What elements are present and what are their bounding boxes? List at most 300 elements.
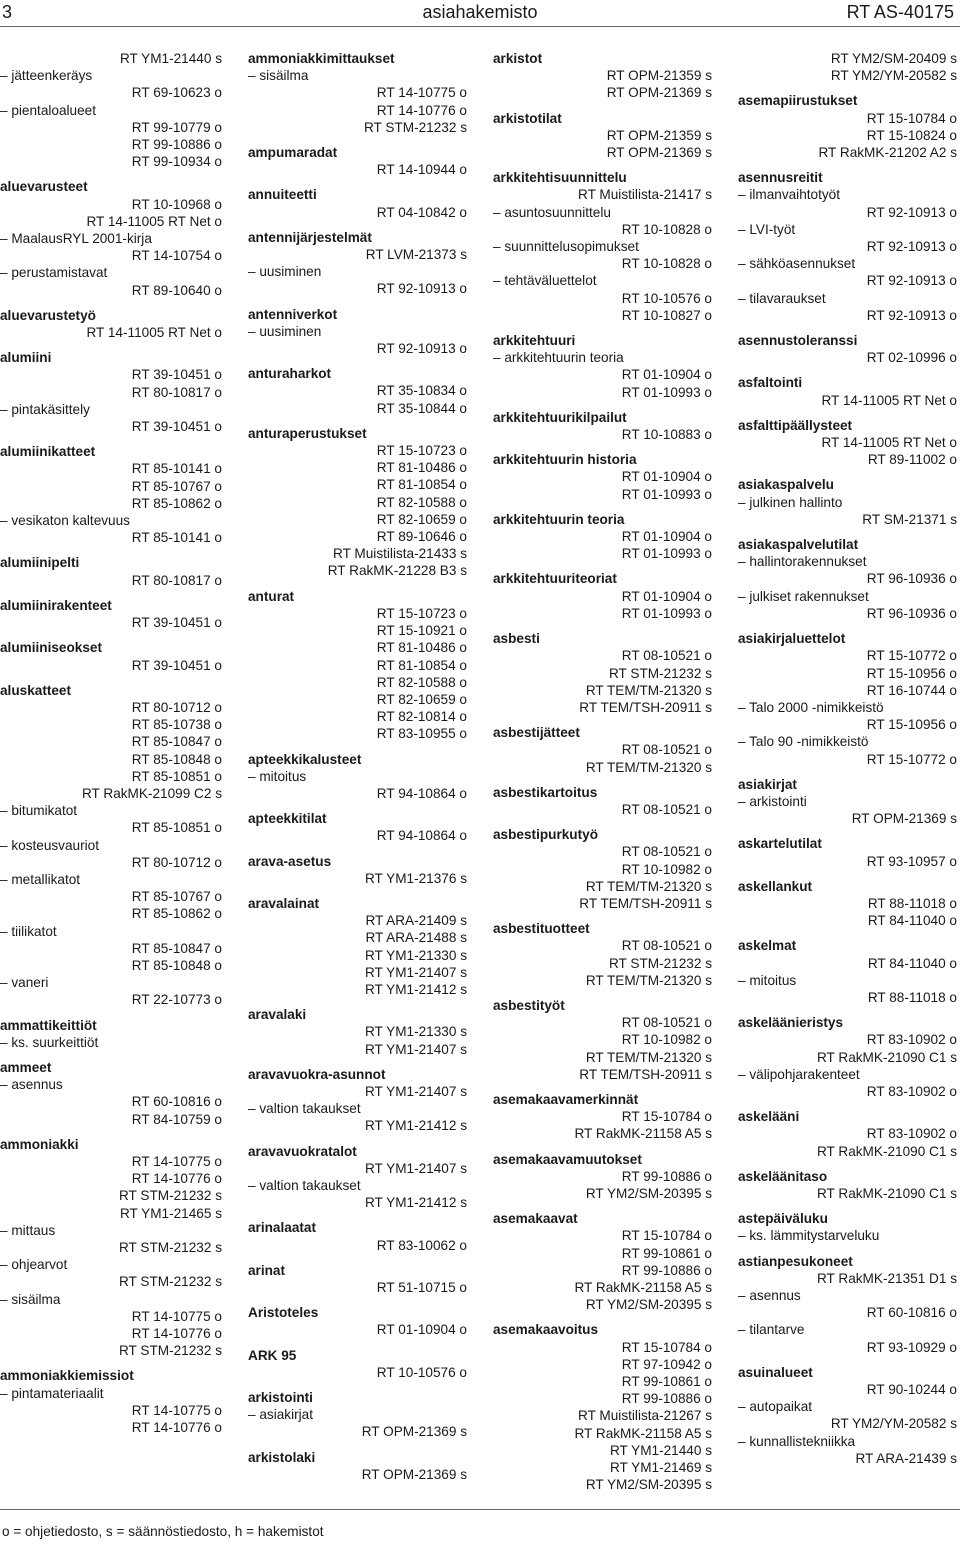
document-reference: RT YM1-21376 s <box>364 870 467 886</box>
entry-gap <box>738 161 957 169</box>
index-term: alumiini <box>0 350 52 366</box>
document-reference: RT RakMK-21099 C2 s <box>81 785 222 801</box>
entry-gap <box>248 1254 467 1262</box>
document-reference: RT STM-21232 s <box>118 1240 222 1255</box>
document-reference: RT TEM/TM-21320 s <box>585 1049 712 1065</box>
index-term: asfalttipäällysteet <box>738 417 853 433</box>
entry-gap <box>493 912 712 920</box>
entry-gap <box>248 887 467 895</box>
index-term: arkkitehtisuunnittelu <box>493 170 627 186</box>
index-term: arinalaatat <box>248 1220 317 1236</box>
entry-gap <box>248 178 467 186</box>
document-reference: RT 80-10712 o <box>131 699 222 715</box>
document-reference: RT TEM/TM-21320 s <box>585 972 712 988</box>
index-term: asiakaspalvelu <box>738 477 834 493</box>
document-reference: RT RakMK-21090 C1 s <box>816 1143 957 1159</box>
document-reference: RT 01-10993 o <box>621 486 712 502</box>
index-term: aravalaki <box>248 1007 307 1023</box>
index-term: ammoniakkimittaukset <box>248 51 395 66</box>
index-term: antenniverkot <box>248 306 338 322</box>
document-reference: RT 10-10968 o <box>131 196 222 212</box>
index-subterm: – MaalausRYL 2001-kirja <box>0 231 152 247</box>
document-reference: RT YM2/YM-20582 s <box>830 1416 957 1432</box>
index-subterm: – uusiminen <box>248 264 322 280</box>
index-subterm: – tehtäväluettelot <box>493 273 597 289</box>
entry-gap <box>738 929 957 937</box>
document-reference: RT YM1-21330 s <box>364 1024 467 1040</box>
index-subterm: – autopaikat <box>738 1399 813 1415</box>
entry-gap <box>493 1083 712 1091</box>
document-reference: RT 15-10784 o <box>866 110 957 126</box>
index-column-4 <box>738 50 957 1500</box>
entry-gap <box>248 417 467 425</box>
document-reference: RT RakMK-21158 A5 s <box>574 1126 712 1142</box>
index-subterm: – pientaloalueet <box>0 102 96 118</box>
document-reference: RT 14-10776 o <box>131 1420 222 1436</box>
index-term: alumiiniseokset <box>0 640 102 656</box>
entry-gap <box>248 1441 467 1449</box>
document-reference: RT 01-10993 o <box>621 384 712 400</box>
entry-gap <box>738 1202 957 1210</box>
document-reference: RT 22-10773 o <box>131 992 222 1008</box>
document-reference: RT YM1-21407 s <box>364 1083 467 1099</box>
document-reference: RT 94-10864 o <box>376 828 467 844</box>
document-reference: RT 08-10521 o <box>621 801 712 817</box>
index-term: anturat <box>248 588 295 604</box>
index-term: asbestijätteet <box>493 725 580 741</box>
document-reference: RT TEM/TM-21320 s <box>585 759 712 775</box>
entry-gap <box>0 589 222 597</box>
entry-gap <box>738 827 957 835</box>
document-reference: RT 85-10141 o <box>131 461 222 477</box>
document-reference: RT STM-21232 s <box>118 1274 222 1290</box>
index-term: asemakaavoitus <box>493 1322 599 1338</box>
document-reference: RT 14-10776 o <box>131 1326 222 1342</box>
legend-footer: o = ohjetiedosto, s = säännöstiedosto, h = hakemistot <box>2 1524 324 1539</box>
document-reference: RT TEM/TSH-20911 s <box>579 895 712 911</box>
entry-gap <box>248 136 467 144</box>
entry-gap <box>0 1009 222 1017</box>
document-reference: RT RakMK-21228 B3 s <box>327 563 467 579</box>
document-reference: RT 99-10886 o <box>621 1391 712 1407</box>
document-reference: RT 93-10929 o <box>866 1339 957 1355</box>
page-title: asiahakemisto <box>422 2 538 22</box>
header-rule <box>0 26 960 27</box>
index-term: ammoniakkiemissiot <box>0 1368 134 1384</box>
document-reference: RT YM2/SM-20395 s <box>585 1297 712 1313</box>
document-reference: RT 99-10934 o <box>131 154 222 170</box>
document-reference: RT Muistilista-21433 s <box>333 546 467 562</box>
document-reference: RT OPM-21369 s <box>361 1424 467 1440</box>
document-reference: RT ARA-21439 s <box>855 1450 957 1466</box>
index-term: arkistointi <box>248 1390 313 1406</box>
index-subterm: – vaneri <box>0 975 49 991</box>
entry-gap <box>738 366 957 374</box>
index-subterm: – julkinen hallinto <box>738 494 843 510</box>
index-subterm: – mittaus <box>0 1222 56 1238</box>
document-reference: RT 96-10936 o <box>866 571 957 587</box>
index-term: antennijärjestelmät <box>248 229 372 245</box>
document-reference: RT 89-11002 o <box>867 452 957 468</box>
document-reference: RT 14-10944 o <box>376 162 467 178</box>
document-reference: RT 94-10864 o <box>376 785 467 801</box>
document-reference: RT 82-10659 o <box>376 511 467 527</box>
entry-gap <box>738 324 957 332</box>
index-subterm: – pintamateriaalit <box>0 1385 104 1401</box>
document-reference: RT 84-11040 o <box>867 955 957 971</box>
entry-gap <box>493 818 712 826</box>
index-subterm: – hallintorakennukset <box>738 554 867 570</box>
document-reference: RT LVM-21373 s <box>365 247 467 263</box>
document-reference: RT YM1-21330 s <box>364 947 467 963</box>
entry-gap <box>738 528 957 536</box>
document-reference: RT STM-21232 s <box>118 1343 222 1359</box>
document-reference: RT OPM-21369 s <box>606 85 712 101</box>
document-reference: RT 01-10904 o <box>621 367 712 383</box>
document-reference: RT 35-10834 o <box>376 383 467 399</box>
entry-gap <box>493 716 712 724</box>
document-reference: RT 85-10862 o <box>131 495 222 511</box>
index-subterm: – jätteenkeräys <box>0 68 93 84</box>
document-reference: RT 96-10936 o <box>866 605 957 621</box>
document-reference: RT 10-10828 o <box>621 256 712 272</box>
document-reference: RT 85-10851 o <box>131 768 222 784</box>
index-subterm: – tiilikatot <box>0 923 57 939</box>
document-reference: RT YM2/YM-20582 s <box>830 68 957 84</box>
document-reference: RT 81-10854 o <box>376 657 467 673</box>
entry-gap <box>0 674 222 682</box>
index-subterm: – välipohjarakenteet <box>738 1066 860 1082</box>
index-subterm: – mitoitus <box>738 972 797 988</box>
entry-gap <box>493 503 712 511</box>
index-term: asemakaavamerkinnät <box>493 1091 639 1107</box>
document-reference: RT OPM-21369 s <box>361 1466 467 1482</box>
document-reference: RT 88-11018 o <box>867 895 957 911</box>
document-reference: RT TEM/TM-21320 s <box>585 878 712 894</box>
entry-gap <box>248 1296 467 1304</box>
index-term: askellankut <box>738 878 813 894</box>
document-reference: RT RakMK-21090 C1 s <box>816 1049 957 1065</box>
entry-gap <box>738 409 957 417</box>
index-term: ARK 95 <box>248 1347 297 1363</box>
document-reference: RT SM-21371 s <box>862 511 957 527</box>
document-reference: RT YM2/SM-20395 s <box>585 1477 712 1493</box>
document-reference: RT 92-10913 o <box>866 307 957 323</box>
document-reference: RT YM1-21440 s <box>119 51 222 66</box>
document-reference: RT 15-10772 o <box>866 648 957 664</box>
document-reference: RT 01-10904 o <box>376 1322 467 1338</box>
document-reference: RT 60-10816 o <box>131 1094 222 1110</box>
index-subterm: – pintakäsittely <box>0 401 90 417</box>
document-reference: RT 15-10824 o <box>866 127 957 143</box>
index-subterm: – mitoitus <box>248 768 307 784</box>
document-reference: RT RakMK-21202 A2 s <box>818 145 957 161</box>
document-reference: RT 90-10244 o <box>866 1382 957 1398</box>
document-reference: RT 99-10886 o <box>131 137 222 153</box>
document-reference: RT 85-10848 o <box>131 751 222 767</box>
index-term: alumiinirakenteet <box>0 597 112 613</box>
index-term: arkkitehtuurikilpailut <box>493 409 627 425</box>
index-subterm: – ilmanvaihtotyöt <box>738 187 841 203</box>
entry-gap <box>0 299 222 307</box>
index-subterm: – tilavaraukset <box>738 290 826 306</box>
index-term: askeläänieristys <box>738 1015 844 1031</box>
document-reference: RT 85-10847 o <box>131 940 222 956</box>
document-reference: RT 10-10828 o <box>621 221 712 237</box>
index-term: apteekkikalusteet <box>248 751 362 767</box>
document-reference: RT 14-10775 o <box>131 1402 222 1418</box>
entry-gap <box>248 298 467 306</box>
document-reference: RT 83-10062 o <box>376 1237 467 1253</box>
document-reference: RT 01-10904 o <box>621 469 712 485</box>
index-subterm: – asuntosuunnittelu <box>493 204 611 220</box>
index-column-3 <box>493 50 712 1500</box>
entry-gap <box>493 1202 712 1210</box>
index-subterm: – asiakirjat <box>248 1407 313 1423</box>
entry-gap <box>738 1100 957 1108</box>
index-subterm: – suunnittelusopimukset <box>493 239 639 255</box>
index-subterm: – kosteusvauriot <box>0 837 99 853</box>
document-reference: RT Muistilista-21267 s <box>578 1408 712 1424</box>
document-reference: RT YM1-21469 s <box>609 1460 712 1476</box>
index-term: askeläänitaso <box>738 1168 828 1184</box>
index-subterm: – bitumikatot <box>0 803 78 819</box>
document-reference: RT OPM-21359 s <box>606 127 712 143</box>
index-term: asfaltointi <box>738 375 803 391</box>
document-reference: RT YM1-21412 s <box>364 1118 467 1134</box>
document-reference: RT 10-10827 o <box>621 307 712 323</box>
entry-gap <box>248 998 467 1006</box>
document-reference: RT 83-10955 o <box>376 726 467 742</box>
document-reference: RT 82-10588 o <box>376 494 467 510</box>
document-reference: RT 82-10588 o <box>376 674 467 690</box>
entry-gap <box>493 161 712 169</box>
index-term: ampumaradat <box>248 145 338 161</box>
entry-gap <box>0 1051 222 1059</box>
document-reference: RT 92-10913 o <box>866 273 957 289</box>
entry-gap <box>0 435 222 443</box>
document-reference: RT OPM-21359 s <box>606 68 712 84</box>
index-term: aluevarusteet <box>0 179 88 195</box>
entry-gap <box>248 802 467 810</box>
document-reference: RT 02-10996 o <box>866 350 957 366</box>
index-term: asiakirjaluettelot <box>738 631 846 647</box>
index-term: asemakaavamuutokset <box>493 1151 642 1167</box>
document-reference: RT 08-10521 o <box>621 938 712 954</box>
document-reference: RT 01-10904 o <box>621 588 712 604</box>
index-term: astianpesukoneet <box>738 1253 853 1269</box>
document-reference: RT 14-10775 o <box>131 1308 222 1324</box>
index-term: aluskatteet <box>0 682 72 698</box>
document-reference: RT YM1-21440 s <box>609 1442 712 1458</box>
entry-gap <box>493 401 712 409</box>
document-reference: RT 92-10913 o <box>376 281 467 297</box>
document-reference: RT 16-10744 o <box>866 682 957 698</box>
document-reference: RT 88-11018 o <box>867 989 957 1005</box>
document-reference: RT 15-10784 o <box>621 1109 712 1125</box>
entry-gap <box>0 170 222 178</box>
document-reference: RT Muistilista-21417 s <box>578 187 712 203</box>
entry-gap <box>493 776 712 784</box>
index-subterm: – vesikaton kaltevuus <box>0 513 130 529</box>
document-reference: RT YM1-21412 s <box>364 1195 467 1211</box>
page-header <box>0 0 960 26</box>
index-term: arava-asetus <box>248 853 332 869</box>
index-term: asemakaavat <box>493 1211 578 1227</box>
document-reference: RT 81-10486 o <box>376 460 467 476</box>
document-reference: RT 85-10738 o <box>131 717 222 733</box>
document-code: RT AS-40175 <box>846 2 954 22</box>
index-term: arkkitehtuurin historia <box>493 452 637 468</box>
entry-gap <box>248 1058 467 1066</box>
document-reference: RT 99-10861 o <box>621 1374 712 1390</box>
index-subterm: – ks. lämmitystarveluku <box>738 1228 880 1244</box>
index-subterm: – Talo 90 -nimikkeistö <box>738 734 869 750</box>
document-reference: RT 83-10902 o <box>866 1032 957 1048</box>
document-reference: RT 14-10754 o <box>131 248 222 264</box>
entry-gap <box>738 768 957 776</box>
index-term: asiakaspalvelutilat <box>738 537 859 553</box>
document-reference: RT 14-10775 o <box>376 85 467 101</box>
document-reference: RT STM-21232 s <box>608 665 712 681</box>
document-reference: RT YM1-21407 s <box>364 1160 467 1176</box>
document-reference: RT 85-10767 o <box>131 889 222 905</box>
document-reference: RT 85-10141 o <box>131 530 222 546</box>
page-number: 3 <box>2 2 13 22</box>
document-reference: RT 85-10767 o <box>131 478 222 494</box>
document-reference: RT 84-11040 o <box>867 913 957 929</box>
document-reference: RT 15-10723 o <box>376 443 467 459</box>
index-term: alumiinipelti <box>0 555 80 571</box>
document-reference: RT 81-10486 o <box>376 640 467 656</box>
entry-gap <box>248 1339 467 1347</box>
index-term: arkkitehtuuriteoriat <box>493 571 617 587</box>
document-reference: RT 15-10956 o <box>866 717 957 733</box>
index-term: apteekkitilat <box>248 811 327 827</box>
entry-gap <box>493 1143 712 1151</box>
document-reference: RT 60-10816 o <box>866 1305 957 1321</box>
index-subterm: – tilantarve <box>738 1322 805 1338</box>
document-reference: RT RakMK-21351 D1 s <box>816 1270 957 1286</box>
document-reference: RT ARA-21409 s <box>365 913 467 929</box>
index-term: asennustoleranssi <box>738 333 858 349</box>
document-reference: RT ARA-21488 s <box>365 930 467 946</box>
index-subterm: – arkistointi <box>738 793 807 809</box>
entry-gap <box>248 845 467 853</box>
document-reference: RT 85-10847 o <box>131 734 222 750</box>
index-term: asbestikartoitus <box>493 784 598 800</box>
document-reference: RT 15-10784 o <box>621 1339 712 1355</box>
document-reference: RT 15-10723 o <box>376 605 467 621</box>
document-reference: RT 99-10886 o <box>621 1168 712 1184</box>
entry-gap <box>493 622 712 630</box>
document-reference: RT 14-10776 o <box>131 1171 222 1187</box>
entry-gap <box>738 622 957 630</box>
entry-gap <box>493 562 712 570</box>
document-reference: RT 10-10883 o <box>621 427 712 443</box>
document-reference: RT YM2/SM-20409 s <box>830 51 957 66</box>
document-reference: RT 04-10842 o <box>376 204 467 220</box>
index-subterm: – ks. suurkeittiöt <box>0 1034 99 1050</box>
document-reference: RT 39-10451 o <box>131 657 222 673</box>
index-term: arinat <box>248 1262 286 1278</box>
entry-gap <box>738 468 957 476</box>
index-term: arkistotilat <box>493 110 562 126</box>
document-reference: RT 99-10861 o <box>621 1245 712 1261</box>
document-reference: RT TEM/TM-21320 s <box>585 682 712 698</box>
entry-gap <box>0 1359 222 1367</box>
document-reference: RT 14-10776 o <box>376 102 467 118</box>
index-term: alumiinikatteet <box>0 444 96 460</box>
document-reference: RT OPM-21369 s <box>606 145 712 161</box>
document-reference: RT 15-10772 o <box>866 751 957 767</box>
index-term: ammeet <box>0 1059 52 1075</box>
document-reference: RT 80-10817 o <box>131 384 222 400</box>
entry-gap <box>0 341 222 349</box>
index-term: aluevarustetyö <box>0 307 96 323</box>
document-reference: RT 08-10521 o <box>621 742 712 758</box>
entry-gap <box>738 84 957 92</box>
document-reference: RT 39-10451 o <box>131 615 222 631</box>
document-reference: RT 80-10817 o <box>131 572 222 588</box>
index-column-2 <box>248 50 467 1500</box>
document-reference: RT 15-10921 o <box>376 623 467 639</box>
document-reference: RT 85-10848 o <box>131 957 222 973</box>
index-term: asiakirjat <box>738 776 797 792</box>
document-reference: RT 14-11005 RT Net o <box>821 392 957 408</box>
entry-gap <box>738 1006 957 1014</box>
document-reference: RT STM-21232 s <box>118 1188 222 1204</box>
document-reference: RT 14-11005 RT Net o <box>86 213 222 229</box>
document-reference: RT 89-10640 o <box>131 282 222 298</box>
entry-gap <box>248 1381 467 1389</box>
index-term: ammattikeittiöt <box>0 1017 97 1033</box>
document-reference: RT 14-11005 RT Net o <box>821 435 957 451</box>
index-term: asennusreitit <box>738 170 823 186</box>
entry-gap <box>738 1245 957 1253</box>
index-subterm: – sähköasennukset <box>738 256 856 272</box>
index-term: asbestipurkutyö <box>493 827 598 843</box>
document-reference: RT TEM/TSH-20911 s <box>579 699 712 715</box>
document-reference: RT 15-10784 o <box>621 1228 712 1244</box>
document-reference: RT RakMK-21090 C1 s <box>816 1185 957 1201</box>
document-reference: RT TEM/TSH-20911 s <box>579 1066 712 1082</box>
document-reference: RT 83-10902 o <box>866 1083 957 1099</box>
document-reference: RT 99-10886 o <box>621 1262 712 1278</box>
index-term: arkkitehtuurin teoria <box>493 511 625 527</box>
document-reference: RT 10-10576 o <box>621 290 712 306</box>
index-term: astepäiväluku <box>738 1211 828 1227</box>
index-term: annuiteetti <box>248 187 317 203</box>
index-term: arkistot <box>493 51 543 66</box>
document-reference: RT 92-10913 o <box>376 341 467 357</box>
entry-gap <box>0 546 222 554</box>
document-reference: RT 89-10646 o <box>376 529 467 545</box>
index-subterm: – perustamistavat <box>0 265 108 281</box>
index-term: askelääni <box>738 1109 800 1125</box>
document-reference: RT 10-10982 o <box>621 861 712 877</box>
index-term: anturaharkot <box>248 366 332 382</box>
document-reference: RT 83-10902 o <box>866 1126 957 1142</box>
entry-gap <box>248 580 467 588</box>
document-reference: RT YM1-21412 s <box>364 981 467 997</box>
entry-gap <box>738 1356 957 1364</box>
entry-gap <box>738 1160 957 1168</box>
index-subterm: – asennus <box>738 1288 801 1303</box>
index-column-1 <box>0 50 222 1500</box>
index-subterm: – julkiset rakennukset <box>738 588 869 604</box>
document-reference: RT OPM-21369 s <box>851 811 957 827</box>
